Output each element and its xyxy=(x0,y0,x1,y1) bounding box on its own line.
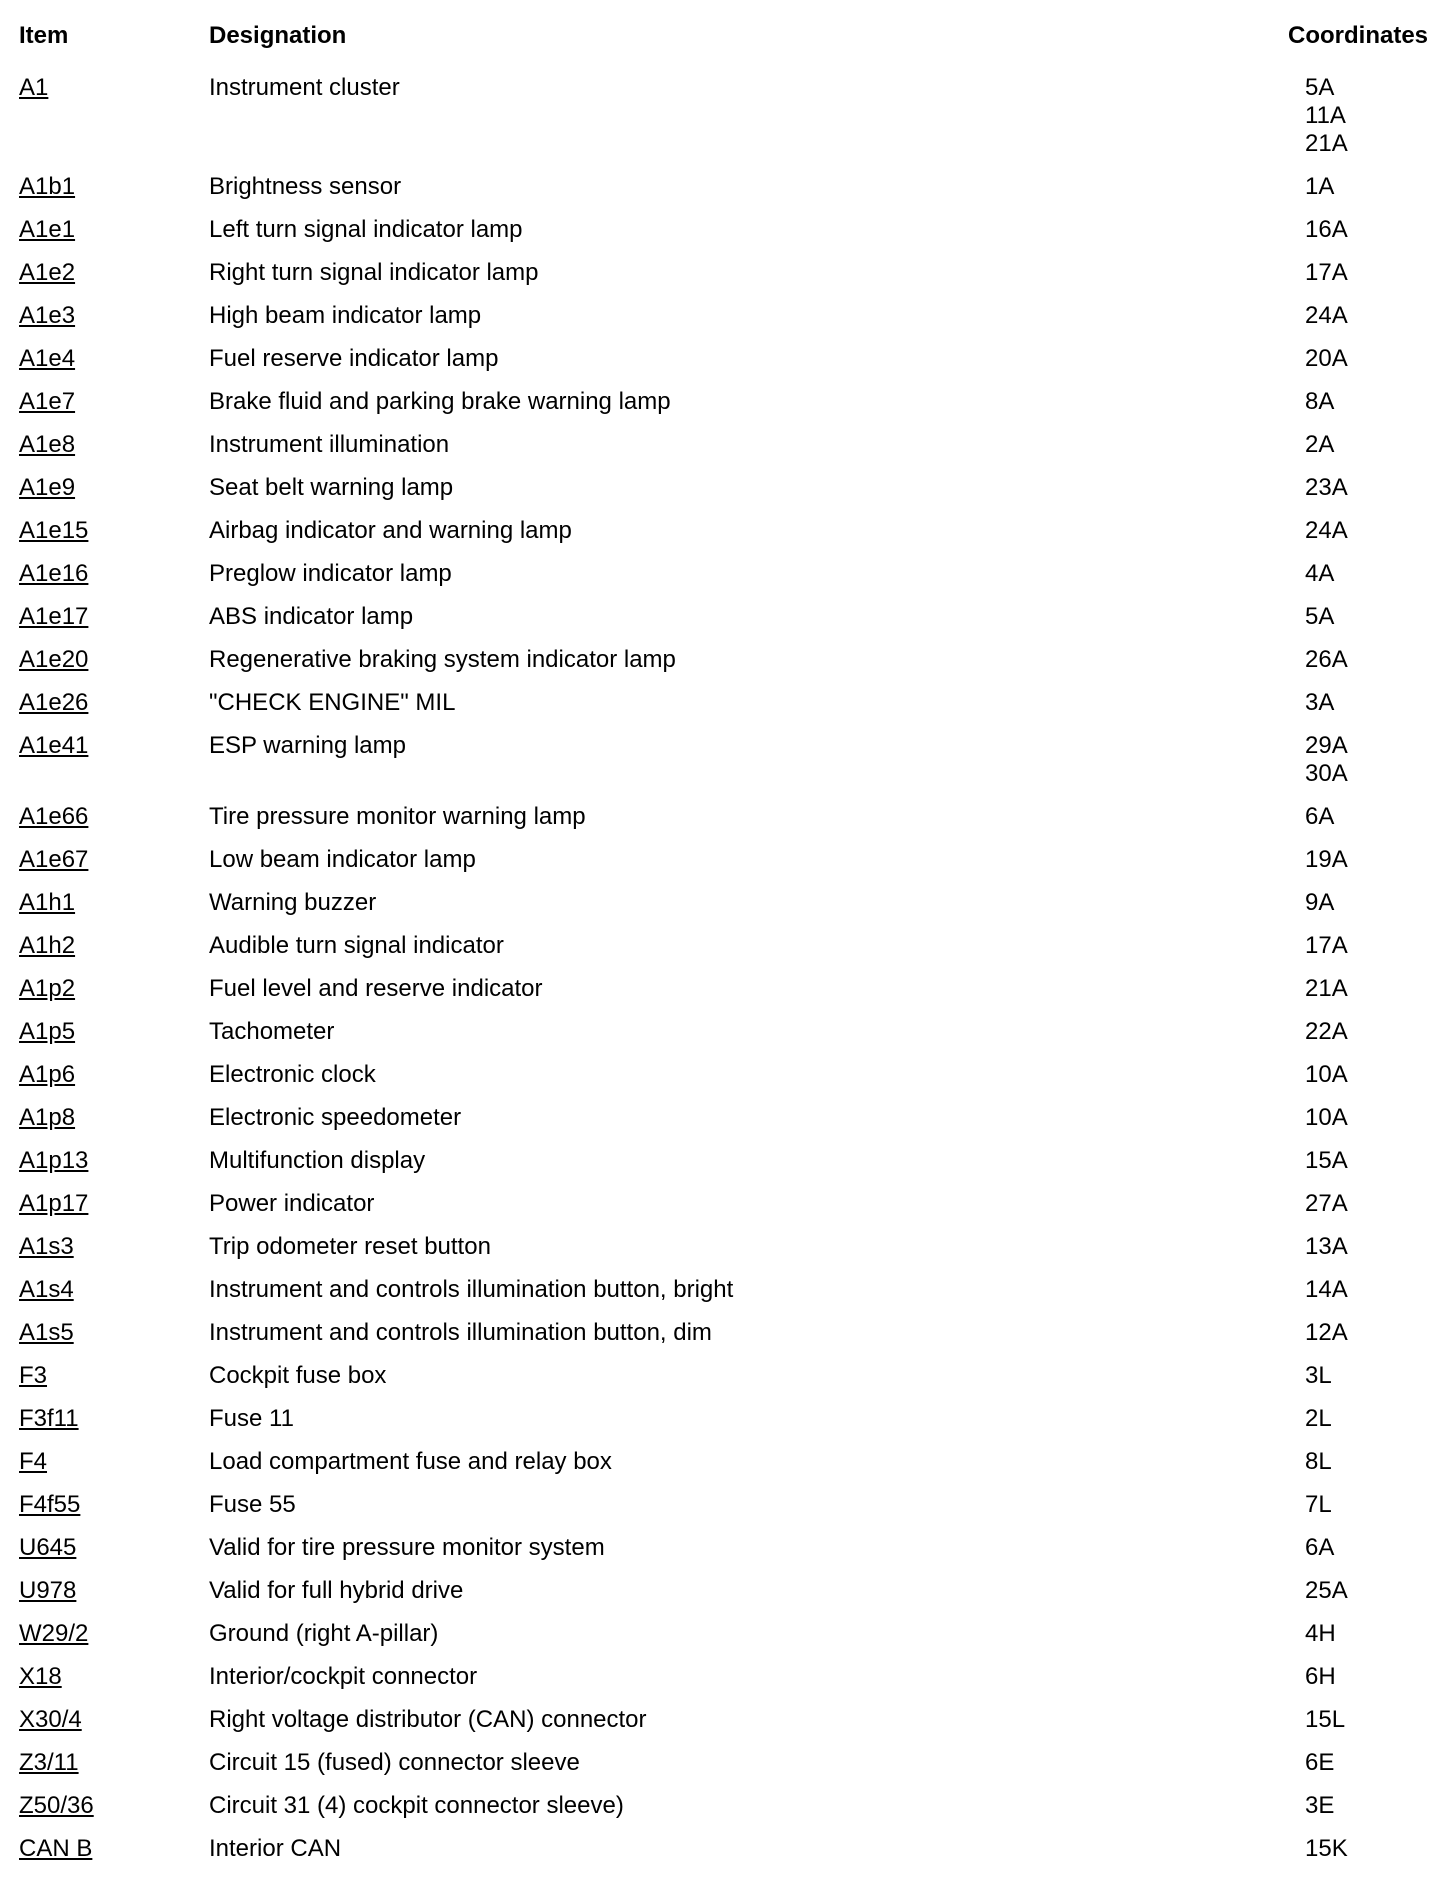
coordinate-value: 3A xyxy=(1305,689,1335,716)
table-row xyxy=(0,1405,1456,1433)
coordinates-cell xyxy=(1305,345,1445,373)
designation-text: Valid for full hybrid drive xyxy=(209,1577,464,1604)
coordinate-value: 7L xyxy=(1305,1491,1332,1518)
item-link[interactable]: A1e9 xyxy=(19,474,76,501)
table-row xyxy=(0,603,1456,631)
coordinate-value: 2A xyxy=(1305,431,1335,458)
coordinates-cell xyxy=(1305,1534,1445,1562)
table-row xyxy=(0,1362,1456,1390)
header-item: Item xyxy=(19,22,69,49)
designation-text: Multifunction display xyxy=(209,1147,426,1174)
designation-text: Cockpit fuse box xyxy=(209,1362,387,1389)
coordinates-cell xyxy=(1305,646,1445,674)
item-link[interactable]: A1e16 xyxy=(19,560,89,587)
table-row xyxy=(0,1792,1456,1820)
coordinate-value: 24A xyxy=(1305,517,1348,544)
designation-text: Brake fluid and parking brake warning lamp xyxy=(209,388,671,415)
coordinates-cell xyxy=(1305,1405,1445,1433)
designation-text: Preglow indicator lamp xyxy=(209,560,452,587)
table-row xyxy=(0,846,1456,874)
designation-text: Low beam indicator lamp xyxy=(209,846,476,873)
coordinate-value: 10A xyxy=(1305,1061,1348,1088)
item-link[interactable]: A1e1 xyxy=(19,216,76,243)
item-link[interactable]: A1e15 xyxy=(19,517,89,544)
coordinate-value: 3E xyxy=(1305,1792,1335,1819)
designation-text: Audible turn signal indicator xyxy=(209,932,504,959)
item-link[interactable]: X30/4 xyxy=(19,1706,82,1733)
item-link[interactable]: A1h1 xyxy=(19,889,76,916)
coordinates-cell xyxy=(1305,302,1445,330)
table-row xyxy=(0,689,1456,717)
coordinate-value: 12A xyxy=(1305,1319,1348,1346)
item-link[interactable]: A1s4 xyxy=(19,1276,74,1303)
table-row xyxy=(0,1491,1456,1519)
coordinates-cell xyxy=(1305,1147,1445,1175)
item-link[interactable]: F3 xyxy=(19,1362,48,1389)
coordinates-cell xyxy=(1305,846,1445,874)
coordinates-cell xyxy=(1305,74,1445,158)
coordinate-value: 3L xyxy=(1305,1362,1332,1389)
item-link[interactable]: Z50/36 xyxy=(19,1792,94,1819)
coordinates-cell xyxy=(1305,732,1445,788)
coordinates-cell xyxy=(1305,603,1445,631)
table-row xyxy=(0,1577,1456,1605)
designation-text: Load compartment fuse and relay box xyxy=(209,1448,612,1475)
coordinate-value: 25A xyxy=(1305,1577,1348,1604)
item-link[interactable]: A1e17 xyxy=(19,603,89,630)
item-link[interactable]: A1e67 xyxy=(19,846,89,873)
item-link[interactable]: A1e2 xyxy=(19,259,76,286)
table-row xyxy=(0,1147,1456,1175)
coordinates-cell xyxy=(1305,1362,1445,1390)
designation-text: Fuse 55 xyxy=(209,1491,296,1518)
coordinate-value: 19A xyxy=(1305,846,1348,873)
coordinate-value: 10A xyxy=(1305,1104,1348,1131)
table-row xyxy=(0,1749,1456,1777)
item-link[interactable]: U978 xyxy=(19,1577,77,1604)
coordinates-cell xyxy=(1305,975,1445,1003)
item-link[interactable]: A1p5 xyxy=(19,1018,76,1045)
item-link[interactable]: X18 xyxy=(19,1663,62,1690)
designation-text: Airbag indicator and warning lamp xyxy=(209,517,572,544)
designation-text: Instrument and controls illumination button, bright xyxy=(209,1276,734,1303)
item-link[interactable]: A1p13 xyxy=(19,1147,89,1174)
legend-table xyxy=(0,22,1456,1878)
coordinate-value: 9A xyxy=(1305,889,1335,916)
item-link[interactable]: A1e3 xyxy=(19,302,76,329)
coordinate-value: 11A xyxy=(1305,102,1346,129)
item-link[interactable]: A1p2 xyxy=(19,975,76,1002)
coordinates-cell xyxy=(1305,932,1445,960)
coordinate-value: 27A xyxy=(1305,1190,1348,1217)
table-row xyxy=(0,1319,1456,1347)
coordinates-cell xyxy=(1305,1749,1445,1777)
item-link[interactable]: F3f11 xyxy=(19,1405,79,1432)
coordinates-cell xyxy=(1305,1448,1445,1476)
item-link[interactable]: A1e4 xyxy=(19,345,76,372)
designation-text: Right turn signal indicator lamp xyxy=(209,259,539,286)
table-body xyxy=(0,74,1456,1863)
coordinate-value: 4A xyxy=(1305,560,1335,587)
coordinate-value: 15K xyxy=(1305,1835,1348,1862)
designation-text: Fuel reserve indicator lamp xyxy=(209,345,499,372)
coordinates-cell xyxy=(1305,1104,1445,1132)
table-row xyxy=(0,388,1456,416)
coordinates-cell xyxy=(1305,1491,1445,1519)
designation-text: Interior CAN xyxy=(209,1835,342,1862)
table-row xyxy=(0,1233,1456,1261)
coordinate-value: 15A xyxy=(1305,1147,1348,1174)
table-row xyxy=(0,345,1456,373)
designation-text: Valid for tire pressure monitor system xyxy=(209,1534,605,1561)
coordinates-cell xyxy=(1305,431,1445,459)
coordinate-value: 15L xyxy=(1305,1706,1346,1733)
designation-text: Electronic speedometer xyxy=(209,1104,462,1131)
coordinate-value: 29A xyxy=(1305,732,1348,759)
item-link[interactable]: A1p8 xyxy=(19,1104,76,1131)
coordinate-value: 6H xyxy=(1305,1663,1336,1690)
designation-text: Instrument illumination xyxy=(209,431,450,458)
coordinates-cell xyxy=(1305,1276,1445,1304)
coordinates-cell xyxy=(1305,689,1445,717)
designation-text: Circuit 31 (4) cockpit connector sleeve) xyxy=(209,1792,624,1819)
coordinate-value: 26A xyxy=(1305,646,1348,673)
designation-text: Circuit 15 (fused) connector sleeve xyxy=(209,1749,580,1776)
designation-text: Warning buzzer xyxy=(209,889,377,916)
table-row xyxy=(0,646,1456,674)
table-row xyxy=(0,302,1456,330)
coordinate-value: 13A xyxy=(1305,1233,1348,1260)
item-link[interactable]: A1p17 xyxy=(19,1190,89,1217)
table-row xyxy=(0,474,1456,502)
designation-text: Ground (right A-pillar) xyxy=(209,1620,439,1647)
item-link[interactable]: W29/2 xyxy=(19,1620,89,1647)
coordinate-value: 8L xyxy=(1305,1448,1332,1475)
coordinate-value: 4H xyxy=(1305,1620,1336,1647)
designation-text: Fuse 11 xyxy=(209,1405,294,1432)
table-row xyxy=(0,173,1456,201)
coordinate-value: 6E xyxy=(1305,1749,1335,1776)
table-row xyxy=(0,517,1456,545)
coordinate-value: 6A xyxy=(1305,803,1335,830)
item-link[interactable]: A1e26 xyxy=(19,689,89,716)
item-link[interactable]: A1e66 xyxy=(19,803,89,830)
item-link[interactable]: A1e7 xyxy=(19,388,76,415)
designation-text: Power indicator xyxy=(209,1190,375,1217)
table-row xyxy=(0,732,1456,788)
coordinate-value: 5A xyxy=(1305,603,1335,630)
coordinate-value: 21A xyxy=(1305,975,1348,1002)
coordinates-cell xyxy=(1305,1190,1445,1218)
coordinate-value: 8A xyxy=(1305,388,1335,415)
item-link[interactable]: CAN B xyxy=(19,1835,93,1862)
designation-text: Right voltage distributor (CAN) connector xyxy=(209,1706,647,1733)
item-link[interactable]: A1s5 xyxy=(19,1319,74,1346)
header-coordinates: Coordinates xyxy=(1288,22,1429,49)
item-link[interactable]: A1e20 xyxy=(19,646,89,673)
header-designation: Designation xyxy=(209,22,347,49)
table-row xyxy=(0,803,1456,831)
designation-text: Tire pressure monitor warning lamp xyxy=(209,803,586,830)
table-row xyxy=(0,1620,1456,1648)
coordinates-cell xyxy=(1305,474,1445,502)
designation-text: Electronic clock xyxy=(209,1061,376,1088)
item-link[interactable]: A1 xyxy=(19,74,49,101)
coordinate-value: 1A xyxy=(1305,173,1335,200)
coordinates-cell xyxy=(1305,1706,1445,1734)
table-row xyxy=(0,74,1456,158)
item-link[interactable]: A1b1 xyxy=(19,173,76,200)
table-row xyxy=(0,1706,1456,1734)
coordinates-cell xyxy=(1305,388,1445,416)
coordinate-value: 2L xyxy=(1305,1405,1332,1432)
designation-text: Left turn signal indicator lamp xyxy=(209,216,523,243)
designation-text: Tachometer xyxy=(209,1018,335,1045)
item-link[interactable]: A1h2 xyxy=(19,932,76,959)
table-row xyxy=(0,975,1456,1003)
coordinate-value: 22A xyxy=(1305,1018,1348,1045)
item-link[interactable]: A1e41 xyxy=(19,732,89,759)
item-link[interactable]: U645 xyxy=(19,1534,77,1561)
coordinates-cell xyxy=(1305,1792,1445,1820)
table-row xyxy=(0,1104,1456,1132)
coordinate-value: 6A xyxy=(1305,1534,1335,1561)
coordinate-value: 17A xyxy=(1305,259,1348,286)
coordinate-value: 24A xyxy=(1305,302,1348,329)
coordinates-cell xyxy=(1305,1319,1445,1347)
designation-text: High beam indicator lamp xyxy=(209,302,482,329)
coordinate-value: 17A xyxy=(1305,932,1348,959)
coordinates-cell xyxy=(1305,1061,1445,1089)
designation-text: Instrument cluster xyxy=(209,74,400,101)
coordinates-cell xyxy=(1305,803,1445,831)
designation-text: Instrument and controls illumination button, dim xyxy=(209,1319,712,1346)
table-row xyxy=(0,1276,1456,1304)
coordinates-cell xyxy=(1305,1233,1445,1261)
table-row xyxy=(0,259,1456,287)
table-row xyxy=(0,1018,1456,1046)
coordinates-cell xyxy=(1305,173,1445,201)
coordinates-cell xyxy=(1305,216,1445,244)
coordinate-value: 5A xyxy=(1305,74,1335,101)
coordinates-cell xyxy=(1305,1835,1445,1863)
designation-text: Seat belt warning lamp xyxy=(209,474,454,501)
designation-text: Brightness sensor xyxy=(209,173,402,200)
table-row xyxy=(0,431,1456,459)
designation-text: ABS indicator lamp xyxy=(209,603,414,630)
table-row xyxy=(0,889,1456,917)
designation-text: ESP warning lamp xyxy=(209,732,406,759)
item-link[interactable]: Z3/11 xyxy=(19,1749,79,1776)
coordinate-value: 23A xyxy=(1305,474,1348,501)
coordinates-cell xyxy=(1305,1620,1445,1648)
coordinate-value: 20A xyxy=(1305,345,1348,372)
coordinates-cell xyxy=(1305,889,1445,917)
item-link[interactable]: A1e8 xyxy=(19,431,76,458)
table-header xyxy=(0,22,1456,74)
coordinate-value: 16A xyxy=(1305,216,1348,243)
coordinates-cell xyxy=(1305,1663,1445,1691)
designation-text: "CHECK ENGINE" MIL xyxy=(209,689,456,716)
table-row xyxy=(0,1534,1456,1562)
coordinate-value: 30A xyxy=(1305,760,1348,787)
designation-text: Interior/cockpit connector xyxy=(209,1663,478,1690)
item-link[interactable]: F4f55 xyxy=(19,1491,81,1518)
coordinates-cell xyxy=(1305,517,1445,545)
designation-text: Trip odometer reset button xyxy=(209,1233,491,1260)
table-row xyxy=(0,932,1456,960)
item-link[interactable]: A1s3 xyxy=(19,1233,74,1260)
coordinates-cell xyxy=(1305,1577,1445,1605)
table-row xyxy=(0,216,1456,244)
coordinate-value: 21A xyxy=(1305,130,1348,157)
coordinates-cell xyxy=(1305,1018,1445,1046)
table-row xyxy=(0,1061,1456,1089)
table-row xyxy=(0,560,1456,588)
table-row xyxy=(0,1663,1456,1691)
coordinate-value: 14A xyxy=(1305,1276,1348,1303)
coordinates-cell xyxy=(1305,560,1445,588)
item-link[interactable]: F4 xyxy=(19,1448,48,1475)
designation-text: Regenerative braking system indicator lamp xyxy=(209,646,676,673)
designation-text: Fuel level and reserve indicator xyxy=(209,975,543,1002)
item-link[interactable]: A1p6 xyxy=(19,1061,76,1088)
table-row xyxy=(0,1190,1456,1218)
coordinates-cell xyxy=(1305,259,1445,287)
table-row xyxy=(0,1835,1456,1863)
table-row xyxy=(0,1448,1456,1476)
